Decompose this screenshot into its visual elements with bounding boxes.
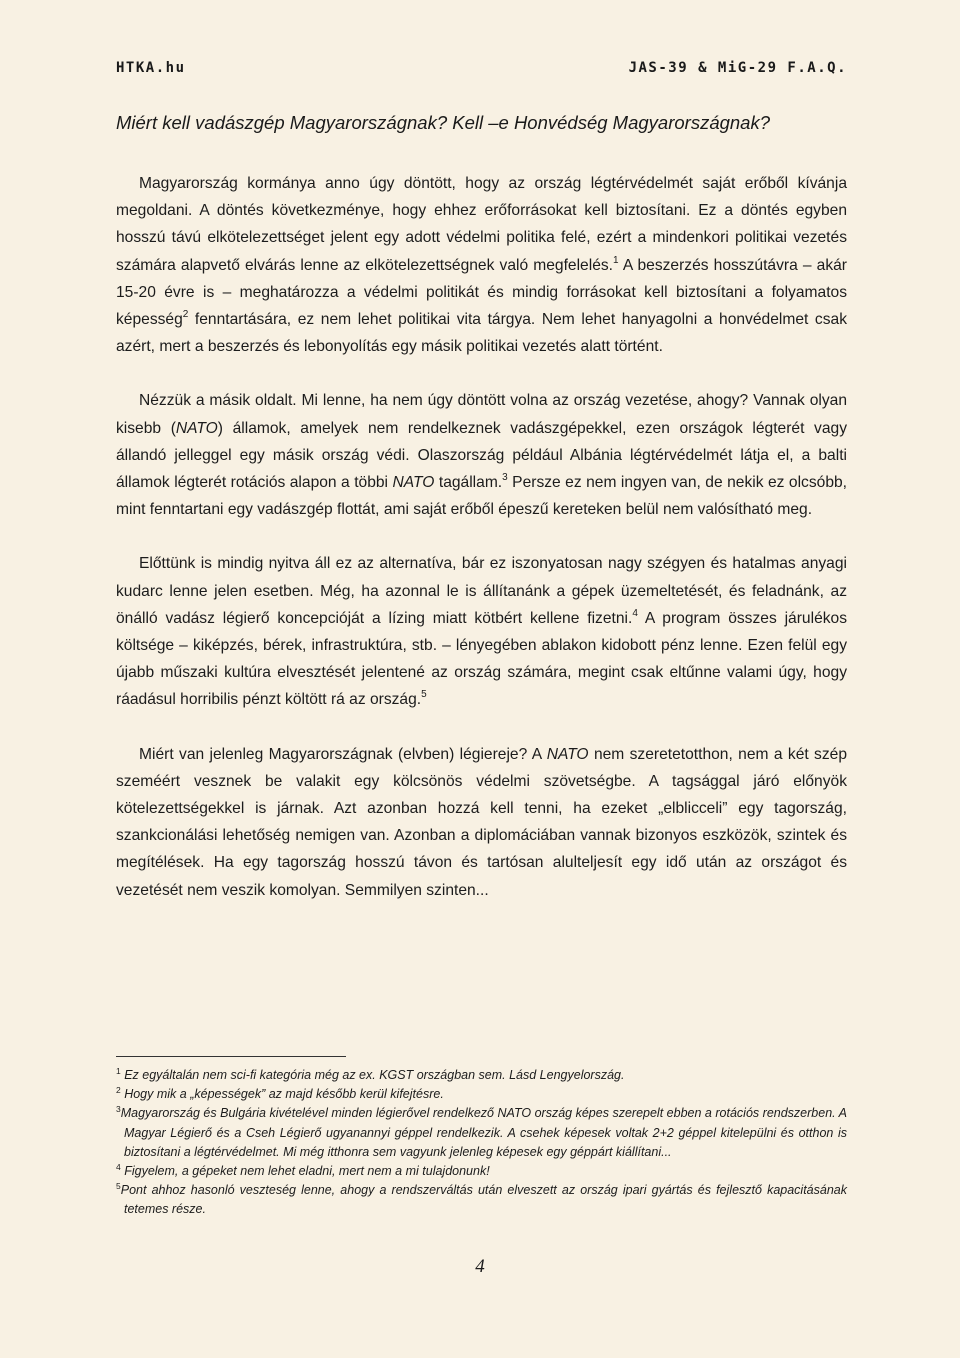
footnote-ref-1[interactable]: 1 — [613, 254, 619, 266]
paragraph-4: Miért van jelenleg Magyarországnak (elvben) légiereje? A NATO nem szeretetotthon, nem a két szép szeméért vesznek be valakit egy kölcsönös védelmi szövetségbe. A tagsággal járó előnyök kötelezettségekkel is járnak. Azt azonban hozzá kell tenni, ha ezeket „elblicceli” egy tagország, szankcionálási lehetőség nemigen van. Azonban a diplomáciában vannak bizonyos eszközök, szintek és megítélések. Ha egy tagország hosszú távon és tartósan alulteljesít egy idő után az országot és vezetését nem veszik komolyan. Semmilyen szinten... — [116, 745, 847, 899]
page-number: 4 — [475, 1256, 485, 1277]
header-doc-title: JAS-39 & MiG-29 F.A.Q. — [628, 60, 847, 76]
paragraph-2: Nézzük a másik oldalt. Mi lenne, ha nem úgy döntött volna az ország vezetése, ahogy? Vannak olyan kisebb (NATO) államok, amelyek nem rendelkeznek vadászgépekkel, ezen országok légterét vagy állandó jelleggel egy másik ország védi. Olaszország például Albánia légtérvédelmét látja el, a balti államok légterét rotációs alapon a többi NATO tagállam.$^3$ Persze ez nem ingyen van, de nekik ez olcsóbb, mint fenntartani egy vadászgép flottát, ami saját erőből épeszű kereteken belül nem valósítható meg. — [116, 392, 848, 519]
footnote-ref-5[interactable]: 5 — [421, 689, 427, 701]
footnote-3: $^3$Magyarország és Bulgária kivételével minden légierővel rendelkező NATO ország képes szerepelt ebben a rotációs rendszerben. A Magyar Légierő és a Cseh Légierő ugyanannyi géppel rendelkezik. A csehek képesek voltak 2+2 géppel kitelepülni és otthon is biztosítani a légtérvédelmet. Mi még itthonra sem vagyunk jelenleg képesek egy géppárt kiállítani... — [116, 1104, 847, 1159]
footnote-4: $^4$ Figyelem, a gépeket nem lehet eladni, mert nem a mi tulajdonunk! — [116, 1162, 490, 1179]
footnote-5: $^5$Pont ahhoz hasonló veszteség lenne, ahogy a rendszerváltás után elveszett az ország ipari gyártás és fejlesztő kapacitásának tetemes része. — [116, 1181, 847, 1217]
main-content — [116, 112, 847, 904]
footnote-1: $^1$ Ez egyáltalán nem sci-fi kategória még az ex. KGST országban sem. Lásd Lengyelország. — [116, 1066, 625, 1082]
footnote-ref-3[interactable]: 3 — [502, 472, 508, 484]
section-title: Miért kell vadászgép Magyarországnak? Kell –e Honvédség Magyarországnak? — [116, 112, 771, 133]
footnote-2: $^2$ Hogy mik a „képességek” az majd később kerül kifejtésre. — [116, 1085, 444, 1102]
footnote-ref-4[interactable]: 4 — [632, 607, 638, 619]
paragraph-3: Előttünk is mindig nyitva áll ez az alternatíva, bár ez iszonyatosan nagy szégyen és hatalmas anyagi kudarc lenne jelen esetben. Még, ha azonnal le is állítanánk a gépek üzemeltetését, és feladnánk, az önálló vadász légierő koncepcióját a lízing miatt kötbért kellene fizetni.$^4$ A program összes járulékos költsége – kiképzés, bérek, infrastruktúra, stb. – lényegében ablakon kidobott pénz lenne. Ezen felül egy újabb műszaki kultúra elvesztését jelentené az ország számára, megint csak eltűnne valami úgy, hogy ráadásul horribilis pénzt költött rá az ország.$^5$ — [116, 555, 848, 709]
paragraph-1: Magyarország kormánya anno úgy döntött, hogy az ország légtérvédelmét saját erőből kívánja megoldani. A döntés következménye, hogy ehhez erőforrásokat kell biztosítani. Ez a döntés egyben hosszú távú elkötelezettséget jelent egy adott védelmi politika felé, ezért a mindenkori politikai vezetés számára alapvető elvárás lenne az elkötelezettségnek való megfelelés.$^1$ A beszerzés hosszútávra – akár 15-20 évre is – meghatározza a védelmi politikát és mindig forrásokat kell biztosítani a folyamatos képesség$^2$ fenntartására, ez nem lehet politikai vita tárgya. Nem lehet hanyagolni a honvédelmet csak azért, mert a beszerzés és lebonyolítás egy másik politikai vezetés alatt történt. — [116, 175, 847, 356]
footnote-separator — [116, 1056, 346, 1057]
page-header — [116, 60, 847, 76]
footnote-ref-2[interactable]: 2 — [182, 309, 189, 321]
footnotes — [116, 1066, 847, 1220]
header-site: HTKA.hu — [116, 60, 186, 76]
